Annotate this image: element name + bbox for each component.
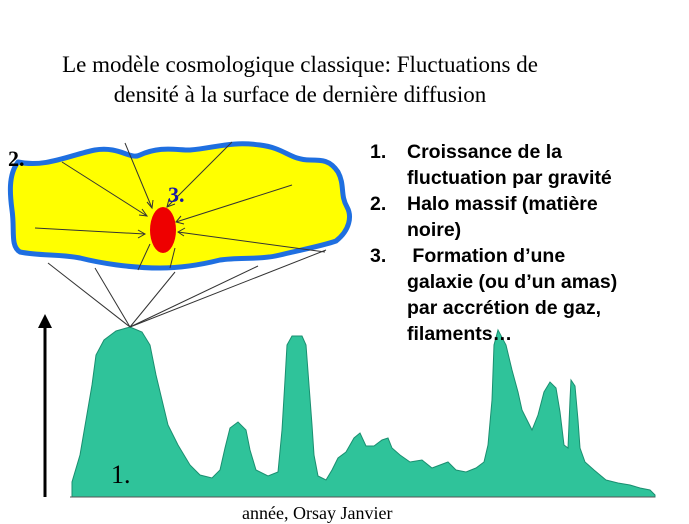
step-text-line: par accrétion de gaz, bbox=[407, 297, 601, 319]
formation-steps-list bbox=[370, 139, 688, 347]
step-item bbox=[370, 243, 688, 347]
step-text-line: noire) bbox=[407, 219, 462, 241]
step-text-line: galaxie (ou d’un amas) bbox=[407, 271, 618, 293]
density-fluctuation-profile bbox=[72, 327, 655, 497]
step-item bbox=[370, 139, 688, 191]
title-line-2: densité à la surface de dernière diffusion bbox=[113, 82, 487, 107]
halo-label: 3. bbox=[168, 182, 185, 207]
dark-matter-halo bbox=[150, 207, 176, 253]
step-number: 3. bbox=[370, 245, 387, 267]
step-text-line: fluctuation par gravité bbox=[407, 167, 612, 189]
step-text-line: Formation d’une bbox=[407, 245, 566, 267]
step-text-line: filaments… bbox=[407, 323, 513, 345]
fluctuation-label: 1. bbox=[111, 460, 131, 489]
title-line-1: Le modèle cosmologique classique: Fluctuations de bbox=[62, 52, 538, 77]
step-item bbox=[370, 191, 688, 243]
step-text-line: Croissance de la bbox=[407, 141, 562, 163]
footer-text: année, Orsay Janvier bbox=[242, 503, 393, 523]
time-arrow-head-icon bbox=[38, 314, 52, 328]
surface-label: 2. bbox=[8, 146, 25, 171]
step-number: 2. bbox=[370, 193, 387, 215]
step-number: 1. bbox=[370, 141, 387, 163]
step-text-line: Halo massif (matière bbox=[407, 193, 598, 215]
